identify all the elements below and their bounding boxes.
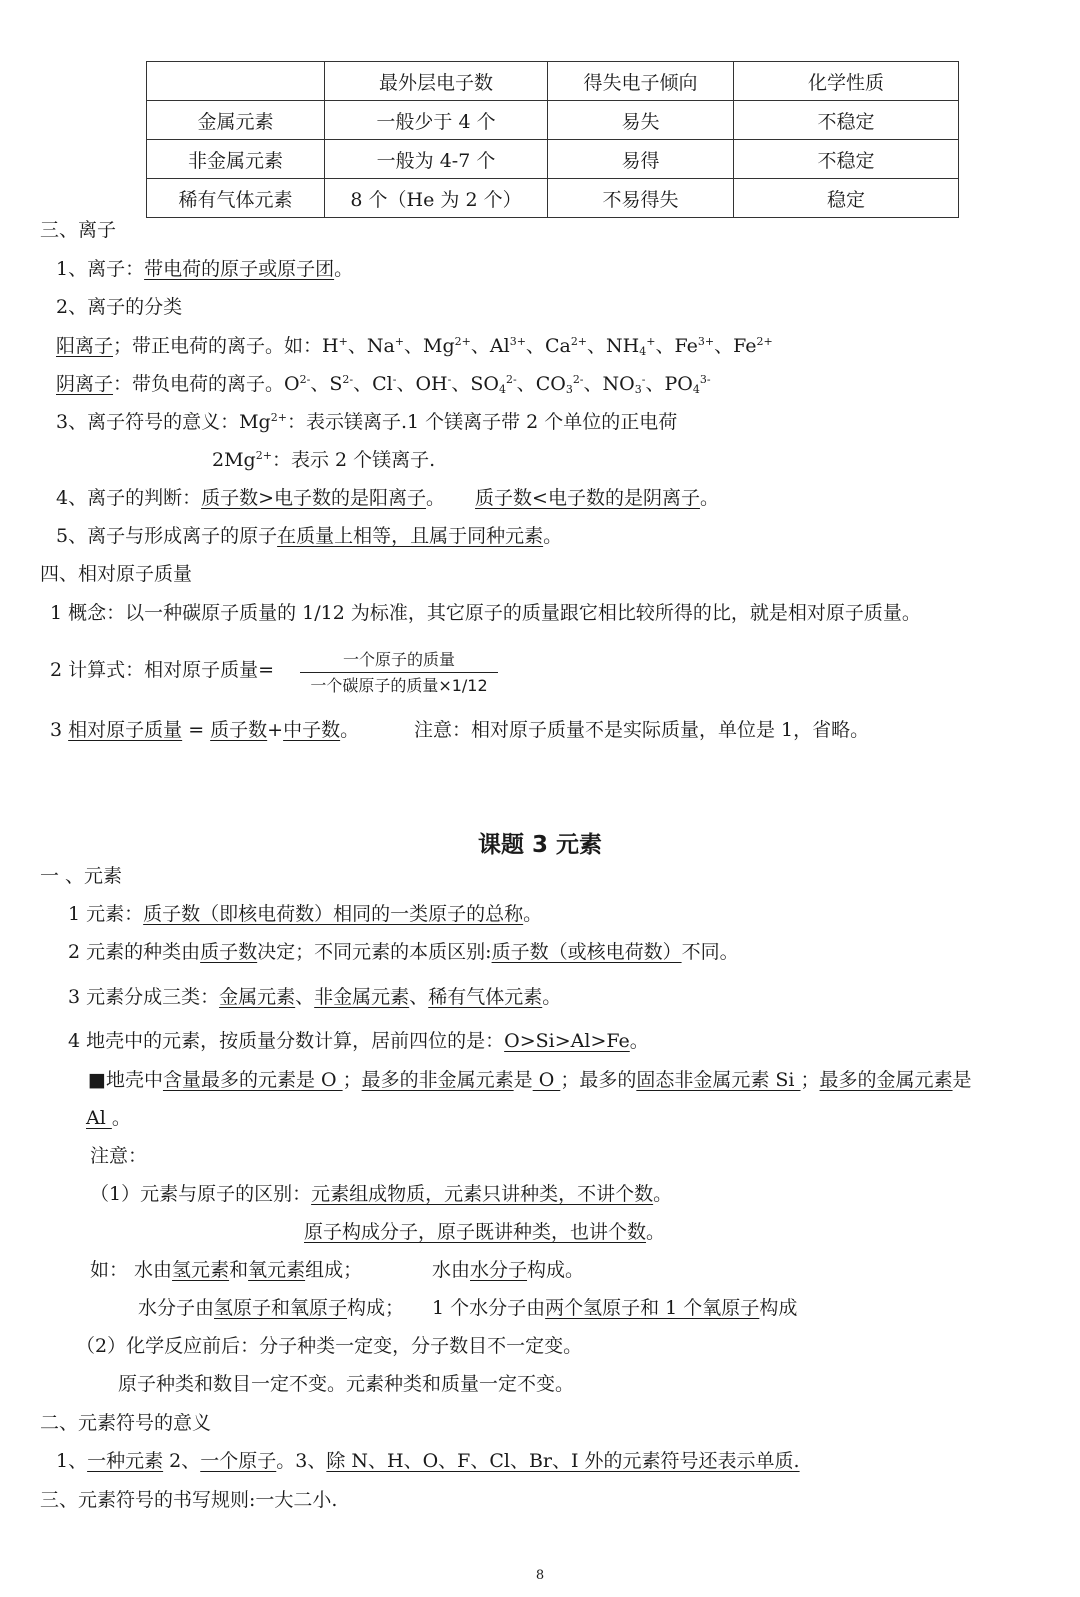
underlined-term: Al — [86, 1107, 112, 1129]
ion-symbol-meaning-2 — [212, 448, 435, 472]
ion-formula: Na+ — [366, 335, 405, 357]
mass-concept: 1 概念：以一种碳原子质量的 1/12 为标准，其它原子的质量跟它相比较所得的比，就是相对原子质量。 — [50, 602, 921, 624]
underlined-term: 水分子 — [470, 1259, 528, 1281]
ion-symbol-meaning — [56, 410, 677, 434]
line-end: 。 — [334, 258, 354, 280]
table-cell: 不易得失 — [548, 179, 734, 218]
underlined-term: 固态非金属元素 Si — [636, 1069, 801, 1091]
water-example-line-b: 水由水分子构成。 — [432, 1259, 585, 1281]
reaction-note-line: （2）化学反应前后：分子种类一定变，分子数目不一定变。 — [76, 1335, 583, 1357]
underlined-term: 金属元素 — [219, 986, 296, 1008]
section-heading: 三、离子 — [40, 219, 117, 241]
subsection-heading: 2、离子的分类 — [56, 296, 183, 318]
table-cell: 8 个（He 为 2 个） — [325, 179, 548, 218]
table-header-cell: 最外层电子数 — [325, 62, 548, 101]
element-atom-difference-2: 原子构成分子，原子既讲种类，也讲个数。 — [304, 1221, 666, 1243]
page-number: 8 — [535, 1568, 545, 1583]
crust-elements-line: 4 地壳中的元素，按质量分数计算，居前四位的是：O>Si>Al>Fe。 — [68, 1030, 649, 1052]
table-header-cell: 得失电子倾向 — [548, 62, 734, 101]
underlined-term: 在质量上相等，且属于同种元素 — [277, 525, 544, 547]
underlined-term: 最多的非金属元素 — [361, 1069, 514, 1091]
bullet-prefix: ■地壳中 — [88, 1069, 163, 1091]
cation-desc: ；带正电荷的离子。如： — [113, 335, 323, 357]
anion-desc: ：带负电荷的离子。 — [113, 373, 285, 395]
meaning-text: ：表示 2 个镁离子. — [271, 449, 436, 471]
table-cell: 易失 — [548, 101, 734, 140]
underlined-term: 除 N、H、O、F、Cl、Br、I 外的元素符号还表示单质. — [326, 1450, 800, 1472]
ion-judgement — [56, 486, 719, 510]
underlined-term: 氢原子和氧原子 — [214, 1297, 348, 1319]
underlined-term: 非金属元素 — [314, 986, 410, 1008]
anion-term: 阴离子 — [56, 373, 114, 395]
underlined-term: 质子数 — [210, 719, 268, 741]
meaning-text: ：表示镁离子.1 个镁离子带 2 个单位的正电荷 — [286, 411, 678, 433]
element-atom-difference: （1）元素与原子的区别：元素组成物质，元素只讲种类，不讲个数。 — [90, 1183, 673, 1205]
table-cell: 一般少于 4 个 — [325, 101, 548, 140]
cation-line — [56, 334, 773, 358]
table-cell: 不稳定 — [734, 140, 959, 179]
separator: 。 — [426, 487, 446, 509]
crust-bullet-line-cont: Al 。 — [86, 1107, 131, 1129]
lesson-title: 课题 3 元素 — [477, 832, 603, 858]
ion-formula: $Ca^{2+}$ — [544, 335, 588, 357]
mass-composition: 3 相对原子质量 = 质子数+中子数。 — [50, 719, 360, 741]
ion-formula: $CO_3^{2-}$ — [535, 373, 584, 396]
ion-formula: OH- — [415, 373, 452, 395]
underlined-term: 质子数（或核电荷数） — [491, 941, 682, 963]
mass-formula-fraction — [300, 650, 498, 696]
line-prefix: 水分子由 — [138, 1297, 215, 1319]
table-row — [147, 179, 959, 218]
ion-formula: H+ — [322, 335, 348, 357]
ion-definition — [56, 257, 353, 281]
table-header-cell — [147, 62, 325, 101]
cation-term: 阳离子 — [56, 335, 114, 357]
ion-formula: $Fe^{3+}$ — [674, 335, 715, 357]
line-prefix: 3 — [50, 719, 69, 741]
underlined-term: 原子构成分子，原子既讲种类，也讲个数 — [304, 1221, 647, 1243]
table-header-cell: 化学性质 — [734, 62, 959, 101]
underlined-term: 最多的金属元素 — [819, 1069, 953, 1091]
underlined-term: 相对原子质量 — [68, 719, 183, 741]
line-prefix: 如： 水由 — [90, 1259, 173, 1281]
table-cell: 非金属元素 — [147, 140, 325, 179]
cation-formula-list: H+、Na+、$Mg^{2+}$、$Al^{3+}$、$Ca^{2+}$、$NH_4^+$、$Fe^{3+}$、$Fe^{2+}$ — [322, 335, 773, 358]
table-cell: 稳定 — [734, 179, 959, 218]
element-categories-line: 3 元素分成三类：金属元素、非金属元素、稀有气体元素。 — [68, 986, 562, 1008]
table-cell: 一般为 4-7 个 — [325, 140, 548, 179]
element-definition: 1 元素：质子数（即核电荷数）相同的一类原子的总称。 — [68, 903, 543, 925]
table-row — [147, 140, 959, 179]
note-label: 注意： — [90, 1145, 148, 1167]
underlined-term: 一种元素 — [87, 1450, 164, 1472]
underlined-term: 带电荷的原子或原子团 — [144, 258, 335, 280]
underlined-term: 质子数>电子数的是阳离子 — [201, 487, 427, 509]
line-prefix: 4、离子的判断： — [56, 487, 202, 509]
ion-formula: $NO_3^-$ — [602, 373, 646, 396]
line-prefix: （1）元素与原子的区别： — [90, 1183, 312, 1205]
water-example-line: 如： 水由氢元素和氧元素组成； — [90, 1259, 363, 1281]
table-cell: 金属元素 — [147, 101, 325, 140]
line-prefix: 4 地壳中的元素，按质量分数计算，居前四位的是： — [68, 1030, 505, 1052]
line-prefix: 水由 — [432, 1259, 471, 1281]
element-properties-table — [146, 61, 959, 218]
underlined-term: 氢元素 — [172, 1259, 230, 1281]
underlined-term: 含量最多的元素是 O — [162, 1069, 343, 1091]
fraction-denominator: 一个碳原子的质量×1/12 — [310, 676, 488, 695]
underlined-term: 稀有气体元素 — [428, 986, 543, 1008]
reaction-note-line-2: 原子种类和数目一定不变。元素种类和质量一定不变。 — [118, 1373, 575, 1395]
fraction-bar — [300, 672, 498, 673]
underlined-term: O>Si>Al>Fe — [504, 1030, 630, 1052]
water-molecule-line-b: 1 个水分子由两个氢原子和 1 个氧原子构成 — [432, 1297, 798, 1319]
line-prefix: 1、离子： — [56, 258, 145, 280]
section-heading: 二、元素符号的意义 — [40, 1412, 212, 1434]
line-prefix: 3 元素分成三类： — [68, 986, 220, 1008]
mass-formula-label: 2 计算式：相对原子质量= — [50, 659, 275, 681]
line-prefix: 5、离子与形成离子的原子 — [56, 525, 278, 547]
element-kind-line: 2 元素的种类由质子数决定；不同元素的本质区别:质子数（或核电荷数）不同。 — [68, 941, 739, 963]
section-heading: 四、相对原子质量 — [40, 563, 193, 585]
symbol-writing-rule: 三、元素符号的书写规则:一大二小. — [40, 1489, 338, 1511]
ion-formula: $O^{2-}$ — [284, 373, 311, 395]
ion-formula: $SO_4^{2-}$ — [470, 373, 517, 396]
mass-note: 注意：相对原子质量不是实际质量，单位是 1，省略。 — [414, 719, 870, 741]
line-prefix: 3、离子符号的意义： — [56, 411, 240, 433]
water-molecule-line: 水分子由氢原子和氧原子构成； — [138, 1297, 405, 1319]
table-cell: 稀有气体元素 — [147, 179, 325, 218]
ion-formula: Cl- — [372, 373, 397, 395]
section-heading: 一 、元素 — [40, 865, 123, 887]
line-prefix: 1 个水分子由 — [432, 1297, 546, 1319]
table-cell: 不稳定 — [734, 101, 959, 140]
ion-formula: $Fe^{2+}$ — [733, 335, 773, 357]
underlined-term: 元素组成物质，元素只讲种类，不讲个数 — [311, 1183, 654, 1205]
ion-formula: $S^{2-}$ — [329, 373, 354, 395]
underlined-term: 一个原子 — [200, 1450, 277, 1472]
anion-line — [56, 372, 711, 396]
fraction-numerator: 一个原子的质量 — [342, 650, 455, 669]
ion-formula: $Mg^{2+}$ — [239, 411, 287, 433]
crust-bullet-line: ■地壳中含量最多的元素是 O ；最多的非金属元素是 O ；最多的固态非金属元素 Si ；最多的金属元素是 — [88, 1069, 972, 1091]
ion-formula: $Mg^{2+}$ — [423, 335, 471, 357]
line-end: 。 — [699, 487, 719, 509]
table-cell: 易得 — [548, 140, 734, 179]
underlined-term: 质子数<电子数的是阴离子 — [475, 487, 700, 509]
line-end: 。 — [543, 525, 563, 547]
underlined-term: 两个氢原子和 1 个氧原子 — [545, 1297, 760, 1319]
line-prefix: 2 元素的种类由 — [68, 941, 201, 963]
underlined-term: O — [532, 1069, 561, 1091]
underlined-term: 氧元素 — [248, 1259, 306, 1281]
ion-atom-relation — [56, 524, 562, 548]
underlined-term: 中子数 — [283, 719, 341, 741]
ion-formula: $2Mg^{2+}$ — [212, 449, 272, 471]
ion-formula: $Al^{3+}$ — [489, 335, 526, 357]
underlined-term: 质子数（即核电荷数）相同的一类原子的总称 — [143, 903, 524, 925]
ion-formula: $NH_4^+$ — [606, 335, 656, 358]
table-header-row — [147, 62, 959, 101]
anion-formula-list: $O^{2-}$、$S^{2-}$、Cl-、OH-、$SO_4^{2-}$、$CO_3^{2-}$、$NO_3^-$、$PO_4^{3-}$ — [284, 373, 711, 396]
table-row — [147, 101, 959, 140]
ion-formula: $PO_4^{3-}$ — [664, 373, 711, 396]
line-prefix: 1 元素： — [68, 903, 144, 925]
underlined-term: 质子数 — [200, 941, 258, 963]
symbol-meaning-line: 1、一种元素 2、一个原子。3、除 N、H、O、F、Cl、Br、I 外的元素符号还表示单质. — [56, 1450, 800, 1472]
